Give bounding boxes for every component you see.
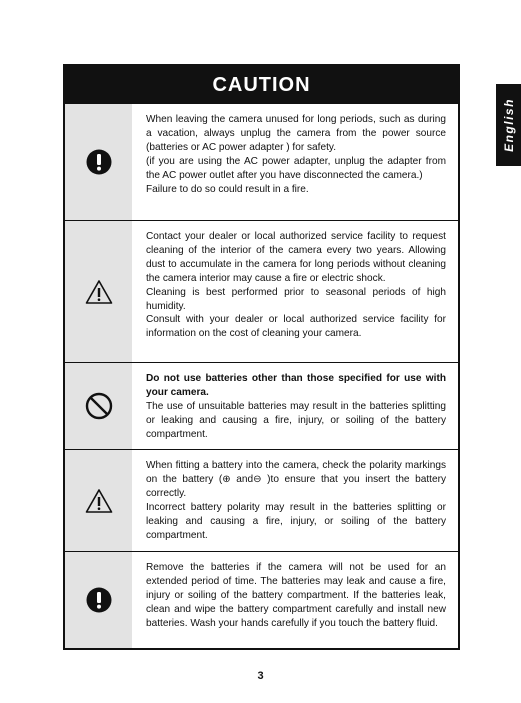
caution-header bbox=[65, 66, 458, 104]
caution-lead: Do not use batteries other than those specified for use with your camera. bbox=[146, 373, 446, 398]
caution-paragraph: Consult with your dealer or local authorized service facility for information on the cost of cleaning your camera. bbox=[146, 314, 446, 340]
caution-text bbox=[132, 450, 458, 551]
caution-row-batteries bbox=[65, 362, 458, 449]
prohibited-icon bbox=[85, 392, 113, 420]
icon-cell bbox=[65, 104, 132, 220]
language-tab-label: English bbox=[501, 98, 516, 152]
caution-paragraph: Failure to do so could result in a fire. bbox=[146, 183, 309, 195]
caution-paragraph: Contact your dealer or local authorized service facility to request cleaning of the interior of the camera every two years. Allowing dust to accumulate in the camera for long periods without cleaning the camera interior may cause a fire or electric shock. bbox=[146, 231, 446, 284]
caution-paragraph: Cleaning is best performed prior to seasonal periods of high humidity. bbox=[146, 286, 446, 312]
caution-row-unplug bbox=[65, 104, 458, 220]
caution-text bbox=[132, 552, 458, 648]
caution-row-remove bbox=[65, 551, 458, 648]
caution-rows bbox=[65, 104, 458, 648]
language-tab bbox=[496, 84, 521, 166]
page-number: 3 bbox=[257, 670, 264, 682]
mandatory-action-icon bbox=[86, 149, 112, 175]
caution-box bbox=[63, 64, 460, 650]
icon-cell bbox=[65, 450, 132, 551]
caution-paragraph: When fitting a battery into the camera, check the polarity markings on the battery (⊕ and⊖ )to ensure that you insert the battery correctly. bbox=[146, 460, 446, 499]
caution-paragraph: Incorrect battery polarity may result in the batteries splitting or leaking and causing a fire, injury, or soiling of the battery compartment. bbox=[146, 501, 446, 541]
caution-row-polarity bbox=[65, 449, 458, 551]
icon-cell bbox=[65, 552, 132, 648]
caution-row-cleaning bbox=[65, 220, 458, 362]
caution-title: CAUTION bbox=[212, 73, 311, 96]
icon-cell bbox=[65, 221, 132, 362]
caution-paragraph: The use of unsuitable batteries may result in the batteries splitting or leaking and causing a fire, injury, or soiling of the battery compartment. bbox=[146, 400, 446, 440]
icon-cell bbox=[65, 363, 132, 449]
caution-text bbox=[132, 363, 458, 449]
caution-paragraph: (if you are using the AC power adapter, unplug the adapter from the AC power outlet after you have disconnected the camera.) bbox=[146, 155, 446, 181]
warning-triangle-icon bbox=[85, 488, 113, 514]
caution-text bbox=[132, 104, 458, 220]
caution-text bbox=[132, 221, 458, 362]
warning-triangle-icon bbox=[85, 279, 113, 305]
mandatory-action-icon bbox=[86, 587, 112, 613]
caution-paragraph: Remove the batteries if the camera will not be used for an extended period of time. The batteries may leak and cause a fire, injury or soiling of the battery compartment. If the batteries leak, clean and wipe the battery compartment carefully and install new batteries. Wash your hands carefully if you touch the battery fluid. bbox=[146, 562, 446, 629]
caution-paragraph: When leaving the camera unused for long periods, such as during a vacation, always unplug the camera from the power source (batteries or AC power adapter ) for safety. bbox=[146, 114, 446, 153]
